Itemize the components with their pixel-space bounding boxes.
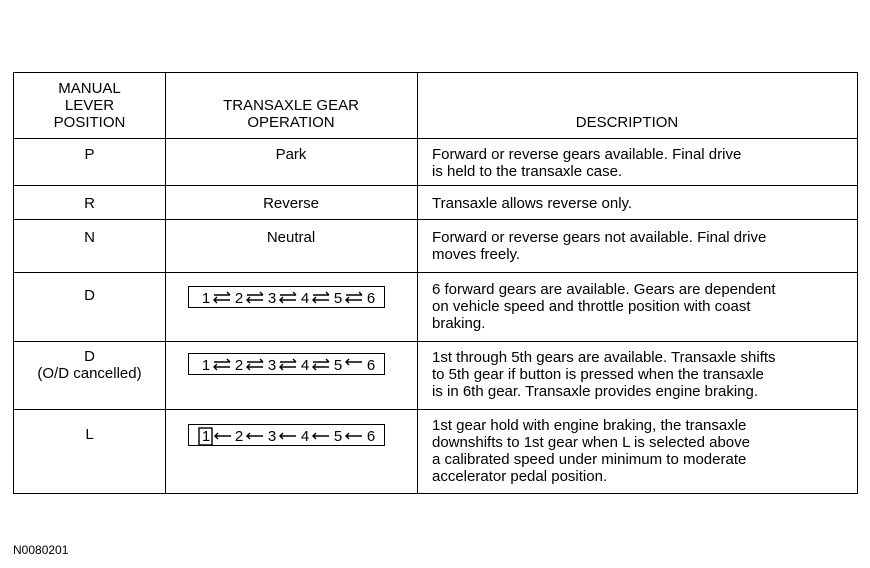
- description-line: 6 forward gears are available. Gears are dependent: [432, 281, 776, 298]
- left-arrow-icon: [346, 433, 362, 439]
- row-divider: [14, 409, 857, 410]
- lever-position-r: R: [84, 195, 95, 212]
- description-line: is in 6th gear. Transaxle provides engine braking.: [432, 383, 759, 400]
- column-divider: [417, 73, 418, 493]
- gear-shift-diagram-d: [188, 286, 385, 308]
- gear-shift-diagram-svg: [189, 287, 386, 309]
- operation-neutral: Neutral: [266, 229, 316, 246]
- gear-number: 4: [300, 357, 310, 374]
- description-p: [432, 146, 852, 180]
- description-line: accelerator pedal position.: [432, 468, 608, 485]
- gear-number: 2: [234, 428, 244, 445]
- gear-shift-diagram-svg: [189, 354, 386, 376]
- gear-number: 2: [234, 357, 244, 374]
- description-line: a calibrated speed under minimum to moderate: [432, 451, 747, 468]
- row-divider: [14, 138, 857, 139]
- row-divider: [14, 272, 857, 273]
- description-d: [432, 281, 852, 332]
- gear-number: 5: [333, 428, 343, 445]
- description-line: downshifts to 1st gear when L is selected above: [432, 434, 750, 451]
- description-line: braking.: [432, 315, 486, 332]
- description-line: Forward or reverse gears not available. Final drive: [432, 229, 767, 246]
- description-line: is held to the transaxle case.: [432, 163, 623, 180]
- gear-number: 1: [201, 357, 211, 374]
- bidirectional-arrow-icon: [214, 359, 230, 370]
- left-arrow-icon: [215, 433, 231, 439]
- bidirectional-arrow-icon: [280, 292, 296, 303]
- bidirectional-arrow-icon: [313, 292, 329, 303]
- gear-number: 6: [366, 290, 376, 307]
- bidirectional-arrow-icon: [346, 292, 362, 303]
- left-arrow-icon: [247, 433, 263, 439]
- lever-position-n: N: [84, 229, 95, 246]
- left-arrow-icon: [313, 433, 329, 439]
- description-line: to 5th gear if button is pressed when the transaxle: [432, 366, 764, 383]
- bidirectional-arrow-icon: [247, 359, 263, 370]
- description-line: on vehicle speed and throttle position with coast: [432, 298, 751, 315]
- row-divider: [14, 185, 857, 186]
- gear-operation-table: [13, 72, 858, 494]
- left-arrow-icon: [280, 433, 296, 439]
- gear-number: 4: [300, 290, 310, 307]
- gear-number: 3: [267, 290, 277, 307]
- description-n: [432, 229, 852, 263]
- figure-code: N0080201: [13, 543, 69, 557]
- header-description: DESCRIPTION: [575, 114, 679, 131]
- gear-number: 5: [333, 357, 343, 374]
- header-line: POSITION: [53, 114, 126, 131]
- row-divider: [14, 219, 857, 220]
- gear-number: 2: [234, 290, 244, 307]
- gear-shift-diagram-d-od-cancelled: [188, 353, 385, 375]
- bidirectional-arrow-icon: [313, 359, 329, 370]
- position-line: D: [84, 348, 95, 365]
- gear-number: 3: [267, 428, 277, 445]
- lever-position-d: D: [84, 287, 95, 304]
- operation-reverse: Reverse: [263, 195, 319, 212]
- header-manual-lever-position: [14, 80, 165, 131]
- gear-number: 3: [267, 357, 277, 374]
- gear-shift-diagram-svg: [189, 425, 386, 447]
- position-line: (O/D cancelled): [37, 365, 142, 382]
- lever-position-p: P: [84, 146, 95, 163]
- bidirectional-arrow-icon: [247, 292, 263, 303]
- column-divider: [165, 73, 166, 493]
- description-line: Transaxle allows reverse only.: [432, 195, 633, 212]
- header-line: LEVER: [64, 97, 115, 114]
- gear-number: 6: [366, 357, 376, 374]
- description-line: Forward or reverse gears available. Final drive: [432, 146, 742, 163]
- row-divider: [14, 341, 857, 342]
- lever-position-l: L: [85, 426, 94, 443]
- description-line: moves freely.: [432, 246, 521, 263]
- description-l: [432, 417, 852, 485]
- header-line: TRANSAXLE GEAR: [223, 97, 359, 114]
- gear-number: 5: [333, 290, 343, 307]
- gear-shift-diagram-l: [188, 424, 385, 446]
- gear-number: 1: [201, 428, 211, 445]
- description-line: 1st gear hold with engine braking, the transaxle: [432, 417, 747, 434]
- gear-number: 1: [201, 290, 211, 307]
- operation-park: Park: [275, 146, 307, 163]
- bidirectional-arrow-icon: [214, 292, 230, 303]
- gear-number: 4: [300, 428, 310, 445]
- description-line: 1st through 5th gears are available. Transaxle shifts: [432, 349, 776, 366]
- header-line: MANUAL: [58, 80, 121, 97]
- lever-position-d-od-cancelled: [14, 348, 165, 382]
- gear-number: 6: [366, 428, 376, 445]
- description-r: [432, 195, 852, 212]
- description-d-od-cancelled: [432, 349, 852, 400]
- header-line: OPERATION: [247, 114, 335, 131]
- header-transaxle-gear-operation: [165, 97, 417, 131]
- bidirectional-arrow-icon: [280, 359, 296, 370]
- left-arrow-icon: [346, 359, 362, 365]
